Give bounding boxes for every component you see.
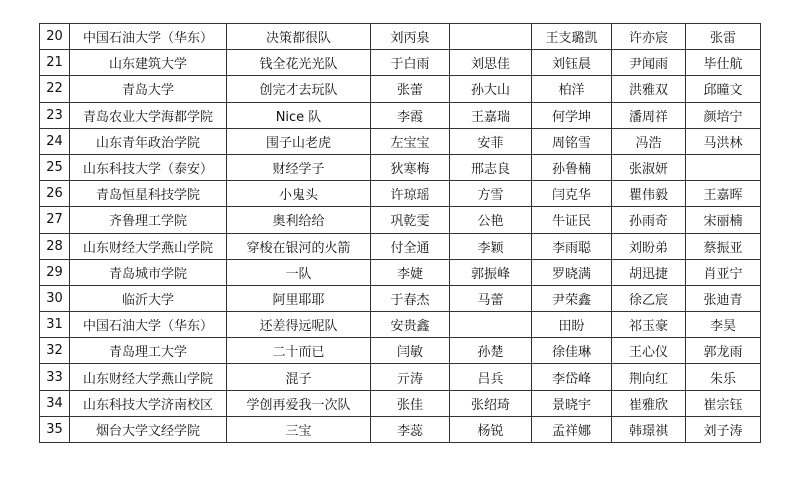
member-5-cell: 刘子涛 (686, 416, 761, 442)
member-5-cell: 张雷 (686, 24, 761, 50)
member-4-cell: 尹闻雨 (612, 50, 686, 76)
member-3-cell: 徐佳琳 (532, 338, 612, 364)
member-4-cell: 徐乙宸 (612, 285, 686, 311)
member-5-cell: 李昊 (686, 312, 761, 338)
member-2-cell: 刘思佳 (450, 50, 532, 76)
member-3-cell: 尹荣鑫 (532, 285, 612, 311)
member-3-cell: 柏洋 (532, 76, 612, 102)
member-4-cell: 张淑妍 (612, 154, 686, 180)
school-cell: 青岛大学 (70, 76, 227, 102)
school-cell: 中国石油大学（华东） (70, 312, 227, 338)
member-2-cell (450, 312, 532, 338)
roster-body (40, 24, 761, 443)
table-row (40, 259, 761, 285)
member-3-cell: 刘钰晨 (532, 50, 612, 76)
row-number-cell: 21 (40, 50, 70, 76)
member-4-cell: 荆向红 (612, 364, 686, 390)
member-2-cell: 张绍琦 (450, 390, 532, 416)
member-2-cell: 孙大山 (450, 76, 532, 102)
member-5-cell: 马洪林 (686, 128, 761, 154)
member-2-cell: 安菲 (450, 128, 532, 154)
member-1-cell: 左宝宝 (371, 128, 450, 154)
member-4-cell: 崔雅欣 (612, 390, 686, 416)
member-4-cell: 许亦宸 (612, 24, 686, 50)
member-5-cell: 邱曈文 (686, 76, 761, 102)
table-row (40, 338, 761, 364)
table-row (40, 24, 761, 50)
member-5-cell (686, 154, 761, 180)
table-row (40, 233, 761, 259)
member-3-cell: 牛证民 (532, 207, 612, 233)
row-number-cell: 29 (40, 259, 70, 285)
team-name-cell: 围子山老虎 (227, 128, 371, 154)
school-cell: 山东科技大学济南校区 (70, 390, 227, 416)
member-1-cell: 闫敏 (371, 338, 450, 364)
member-3-cell: 田盼 (532, 312, 612, 338)
school-cell: 青岛城市学院 (70, 259, 227, 285)
member-3-cell: 周铭雪 (532, 128, 612, 154)
team-name-cell: 决策都很队 (227, 24, 371, 50)
member-5-cell: 毕仕航 (686, 50, 761, 76)
row-number-cell: 35 (40, 416, 70, 442)
member-1-cell: 许琼瑶 (371, 181, 450, 207)
table-row (40, 364, 761, 390)
member-4-cell: 洪雅双 (612, 76, 686, 102)
member-3-cell: 何学坤 (532, 102, 612, 128)
team-name-cell: 财经学子 (227, 154, 371, 180)
member-1-cell: 张蕾 (371, 76, 450, 102)
member-1-cell: 李婕 (371, 259, 450, 285)
member-3-cell: 孙鲁楠 (532, 154, 612, 180)
member-2-cell: 方雪 (450, 181, 532, 207)
row-number-cell: 23 (40, 102, 70, 128)
row-number-cell: 31 (40, 312, 70, 338)
row-number-cell: 20 (40, 24, 70, 50)
team-name-cell: 二十而已 (227, 338, 371, 364)
member-3-cell: 李雨聪 (532, 233, 612, 259)
member-2-cell: 吕兵 (450, 364, 532, 390)
member-1-cell: 李蕊 (371, 416, 450, 442)
member-2-cell: 邢志良 (450, 154, 532, 180)
member-3-cell: 景晓宇 (532, 390, 612, 416)
team-name-cell: 奥利给给 (227, 207, 371, 233)
member-1-cell: 张佳 (371, 390, 450, 416)
table-row (40, 285, 761, 311)
school-cell: 青岛恒星科技学院 (70, 181, 227, 207)
member-4-cell: 冯浩 (612, 128, 686, 154)
member-5-cell: 蔡振亚 (686, 233, 761, 259)
team-name-cell: 三宝 (227, 416, 371, 442)
member-4-cell: 祁玉豪 (612, 312, 686, 338)
team-name-cell: Nice 队 (227, 102, 371, 128)
team-name-cell: 创完才去玩队 (227, 76, 371, 102)
member-1-cell: 付全通 (371, 233, 450, 259)
school-cell: 山东财经大学燕山学院 (70, 233, 227, 259)
row-number-cell: 34 (40, 390, 70, 416)
member-2-cell: 公艳 (450, 207, 532, 233)
member-1-cell: 狄寒梅 (371, 154, 450, 180)
team-name-cell: 还差得远呢队 (227, 312, 371, 338)
table-row (40, 154, 761, 180)
row-number-cell: 32 (40, 338, 70, 364)
member-2-cell: 王嘉瑞 (450, 102, 532, 128)
team-name-cell: 混子 (227, 364, 371, 390)
member-4-cell: 孙雨奇 (612, 207, 686, 233)
member-5-cell: 王嘉晖 (686, 181, 761, 207)
member-3-cell: 闫克华 (532, 181, 612, 207)
member-5-cell: 颜培宁 (686, 102, 761, 128)
member-4-cell: 胡迅捷 (612, 259, 686, 285)
member-2-cell: 马蕾 (450, 285, 532, 311)
row-number-cell: 33 (40, 364, 70, 390)
member-2-cell (450, 24, 532, 50)
row-number-cell: 22 (40, 76, 70, 102)
member-5-cell: 张迪青 (686, 285, 761, 311)
table-row (40, 390, 761, 416)
school-cell: 山东财经大学燕山学院 (70, 364, 227, 390)
school-cell: 中国石油大学（华东） (70, 24, 227, 50)
table-row (40, 207, 761, 233)
member-5-cell: 肖亚宁 (686, 259, 761, 285)
team-name-cell: 学创再爱我一次队 (227, 390, 371, 416)
school-cell: 青岛理工大学 (70, 338, 227, 364)
member-1-cell: 李霞 (371, 102, 450, 128)
member-2-cell: 杨锐 (450, 416, 532, 442)
school-cell: 齐鲁理工学院 (70, 207, 227, 233)
team-name-cell: 阿里耶耶 (227, 285, 371, 311)
member-4-cell: 韩璟祺 (612, 416, 686, 442)
table-row (40, 416, 761, 442)
table-row (40, 76, 761, 102)
member-2-cell: 李颖 (450, 233, 532, 259)
school-cell: 烟台大学文经学院 (70, 416, 227, 442)
member-3-cell: 罗晓满 (532, 259, 612, 285)
team-name-cell: 一队 (227, 259, 371, 285)
school-cell: 青岛农业大学海都学院 (70, 102, 227, 128)
team-name-cell: 钱全花光光队 (227, 50, 371, 76)
team-roster-table (39, 23, 761, 443)
member-2-cell: 郭振峰 (450, 259, 532, 285)
member-4-cell: 王心仪 (612, 338, 686, 364)
school-cell: 临沂大学 (70, 285, 227, 311)
row-number-cell: 27 (40, 207, 70, 233)
member-5-cell: 朱乐 (686, 364, 761, 390)
member-1-cell: 巩乾雯 (371, 207, 450, 233)
member-5-cell: 宋丽楠 (686, 207, 761, 233)
member-3-cell: 王支璐凯 (532, 24, 612, 50)
row-number-cell: 30 (40, 285, 70, 311)
row-number-cell: 24 (40, 128, 70, 154)
member-5-cell: 郭龙雨 (686, 338, 761, 364)
table-row (40, 102, 761, 128)
member-1-cell: 刘丙泉 (371, 24, 450, 50)
row-number-cell: 28 (40, 233, 70, 259)
member-2-cell: 孙楚 (450, 338, 532, 364)
member-1-cell: 于白雨 (371, 50, 450, 76)
member-4-cell: 瞿伟毅 (612, 181, 686, 207)
member-1-cell: 亓涛 (371, 364, 450, 390)
table-row (40, 50, 761, 76)
member-3-cell: 孟祥娜 (532, 416, 612, 442)
school-cell: 山东青年政治学院 (70, 128, 227, 154)
row-number-cell: 26 (40, 181, 70, 207)
table-row (40, 128, 761, 154)
member-5-cell: 崔宗钰 (686, 390, 761, 416)
school-cell: 山东建筑大学 (70, 50, 227, 76)
member-3-cell: 李岱峰 (532, 364, 612, 390)
member-4-cell: 潘周祥 (612, 102, 686, 128)
team-name-cell: 穿梭在银河的火箭 (227, 233, 371, 259)
member-4-cell: 刘盼弟 (612, 233, 686, 259)
member-1-cell: 安贵鑫 (371, 312, 450, 338)
member-1-cell: 于春杰 (371, 285, 450, 311)
school-cell: 山东科技大学（泰安） (70, 154, 227, 180)
table-row (40, 181, 761, 207)
row-number-cell: 25 (40, 154, 70, 180)
table-row (40, 312, 761, 338)
team-name-cell: 小鬼头 (227, 181, 371, 207)
